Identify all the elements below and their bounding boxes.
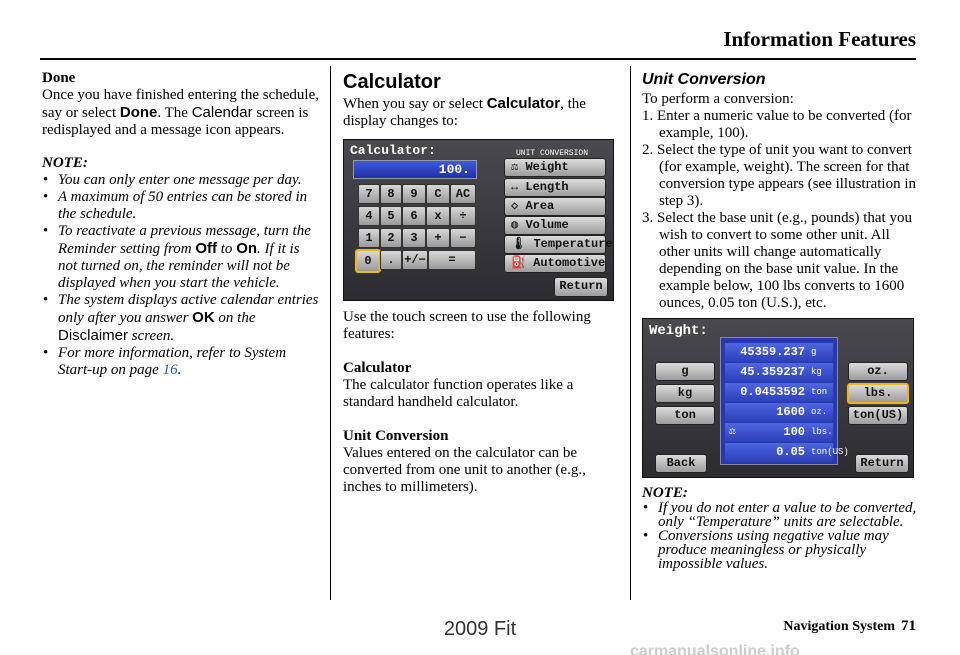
section-heading-unit-conversion: Unit Conversion <box>642 71 766 88</box>
step-item: 2. Select the type of unit you want to convert (for example, weight). The screen for that conversion type appears (see illustration in step 3). <box>642 142 917 209</box>
weight-screen <box>642 318 914 478</box>
unit-conversion-description: Values entered on the calculator can be converted from one unit to another (e.g., inches to millimeters). <box>343 445 586 495</box>
automotive-button[interactable]: ⛽ Automotive <box>504 254 606 273</box>
result-row: 0.0453592 ton <box>725 383 833 402</box>
column-divider <box>330 66 331 600</box>
back-button[interactable]: Back <box>655 454 707 473</box>
key-6[interactable]: 6 <box>402 206 426 226</box>
conversion-results-panel <box>720 337 849 465</box>
calculator-display: 100. <box>353 160 477 179</box>
touch-screen-text: Use the touch screen to use the following features: <box>343 309 591 342</box>
section-heading-done: Done <box>42 70 76 86</box>
key-5[interactable]: 5 <box>380 206 402 226</box>
key-plus[interactable]: + <box>426 228 450 248</box>
length-button[interactable]: ↔ Length <box>504 178 606 197</box>
note-item: • The system displays active calendar entries only after you answer OK on the Disclaimer screen. <box>42 292 322 345</box>
area-icon: ◇ <box>511 199 519 213</box>
step-item: 3. Select the base unit (e.g., pounds) that you wish to convert to some other unit. All other units will change automatically depending on the base unit value. In the example below, 100 lbs converts to 1600 ounces, 0.05 ton (U.S.), etc. <box>642 210 912 311</box>
header-rule <box>40 58 916 60</box>
unit-kg-button[interactable]: kg <box>655 384 715 403</box>
key-2[interactable]: 2 <box>380 228 402 248</box>
volume-button[interactable]: ◍ Volume <box>504 216 606 235</box>
column-calculator <box>343 70 621 496</box>
note-item: • If you do not enter a value to be converted, only “Temperature” units are selectable. <box>642 501 920 529</box>
step-item: 1. Enter a numeric value to be converted (for example, 100). <box>642 108 912 141</box>
done-paragraph: Once you have finished entering the schedule, say or select Done. The Calendar screen is redisplayed and a message icon appears. <box>42 87 319 138</box>
note-label: NOTE: <box>42 155 88 171</box>
unit-oz-button[interactable]: oz. <box>848 362 908 381</box>
footer-label: Navigation System <box>783 619 895 634</box>
note-list <box>642 501 920 571</box>
result-row: 45359.237 g <box>725 343 833 362</box>
section-heading-calculator: Calculator <box>343 71 441 93</box>
note-list <box>42 172 322 379</box>
unit-conversion-header: UNIT CONVERSION <box>516 149 589 158</box>
note-label: NOTE: <box>642 485 688 501</box>
unit-conversion-subheading: Unit Conversion <box>343 428 449 444</box>
note-item: • Conversions using negative value may produce meaningless or physically impossible values. <box>642 529 920 571</box>
result-row-selected: ⚖ 100 lbs. <box>725 423 833 442</box>
note-item: • A maximum of 50 entries can be stored in the schedule. <box>42 189 322 223</box>
key-3[interactable]: 3 <box>402 228 426 248</box>
scale-icon: ⚖ <box>729 426 736 438</box>
calculator-description: The calculator function operates like a standard handheld calculator. <box>343 377 574 410</box>
unit-ton-us-button[interactable]: ton(US) <box>848 406 908 425</box>
volume-icon: ◍ <box>511 218 519 232</box>
page-title: Information Features <box>723 27 916 51</box>
result-row: 0.05 ton(US) <box>725 443 833 462</box>
calculator-subheading: Calculator <box>343 360 412 376</box>
temperature-button[interactable]: 🌡 Temperature <box>504 235 606 254</box>
conversion-steps <box>642 108 920 312</box>
weight-button[interactable]: ⚖ Weight <box>504 158 606 177</box>
key-9[interactable]: 9 <box>402 184 426 204</box>
key-8[interactable]: 8 <box>380 184 402 204</box>
key-divide[interactable]: ÷ <box>450 206 476 226</box>
note-item: • For more information, refer to System Start-up on page 16. <box>42 345 322 379</box>
note-item: • You can only enter one message per day. <box>42 172 322 189</box>
key-equals[interactable]: = <box>428 250 476 270</box>
key-sign[interactable]: +/− <box>402 250 428 270</box>
key-all-clear[interactable]: AC <box>450 184 476 204</box>
done-command: Done <box>119 104 158 121</box>
return-button[interactable]: Return <box>554 277 608 297</box>
key-minus[interactable]: − <box>450 228 476 248</box>
unit-lbs-button[interactable]: lbs. <box>847 383 909 404</box>
return-button[interactable]: Return <box>855 454 909 473</box>
key-decimal[interactable]: . <box>380 250 402 270</box>
calendar-command: Calendar <box>191 104 253 121</box>
note-item: • To reactivate a previous message, turn the Reminder setting from Off to On. If it is not turned on, the reminder will not be displayed when you start the vehicle. <box>42 223 322 292</box>
area-button[interactable]: ◇ Area <box>504 197 606 216</box>
result-row: 1600 oz. <box>725 403 833 422</box>
key-0[interactable]: 0 <box>356 250 380 272</box>
key-clear[interactable]: C <box>426 184 450 204</box>
page-number: 71 <box>901 618 916 634</box>
unit-ton-button[interactable]: ton <box>655 406 715 425</box>
conversion-intro: To perform a conversion: <box>642 91 794 107</box>
scale-icon: ⚖ <box>511 160 519 174</box>
key-1[interactable]: 1 <box>358 228 380 248</box>
model-watermark: 2009 Fit <box>443 618 517 640</box>
page-link[interactable]: 16 <box>162 362 178 378</box>
calculator-title: Calculator: <box>350 143 436 158</box>
weight-title: Weight: <box>649 323 708 339</box>
calculator-intro: When you say or select Calculator, the display changes to: <box>343 95 586 129</box>
column-done <box>42 70 322 379</box>
key-4[interactable]: 4 <box>358 206 380 226</box>
unit-g-button[interactable]: g <box>655 362 715 381</box>
calculator-screen <box>343 139 614 301</box>
column-divider <box>630 66 631 600</box>
fuel-icon: ⛽ <box>511 256 526 270</box>
key-multiply[interactable]: x <box>426 206 450 226</box>
thermometer-icon: 🌡 <box>511 237 527 251</box>
result-row: 45.359237 kg <box>725 363 833 382</box>
site-watermark: carmanualsonline.info <box>630 643 800 655</box>
ruler-icon: ↔ <box>511 180 519 194</box>
key-7[interactable]: 7 <box>358 184 380 204</box>
column-unit-conversion <box>642 70 920 571</box>
